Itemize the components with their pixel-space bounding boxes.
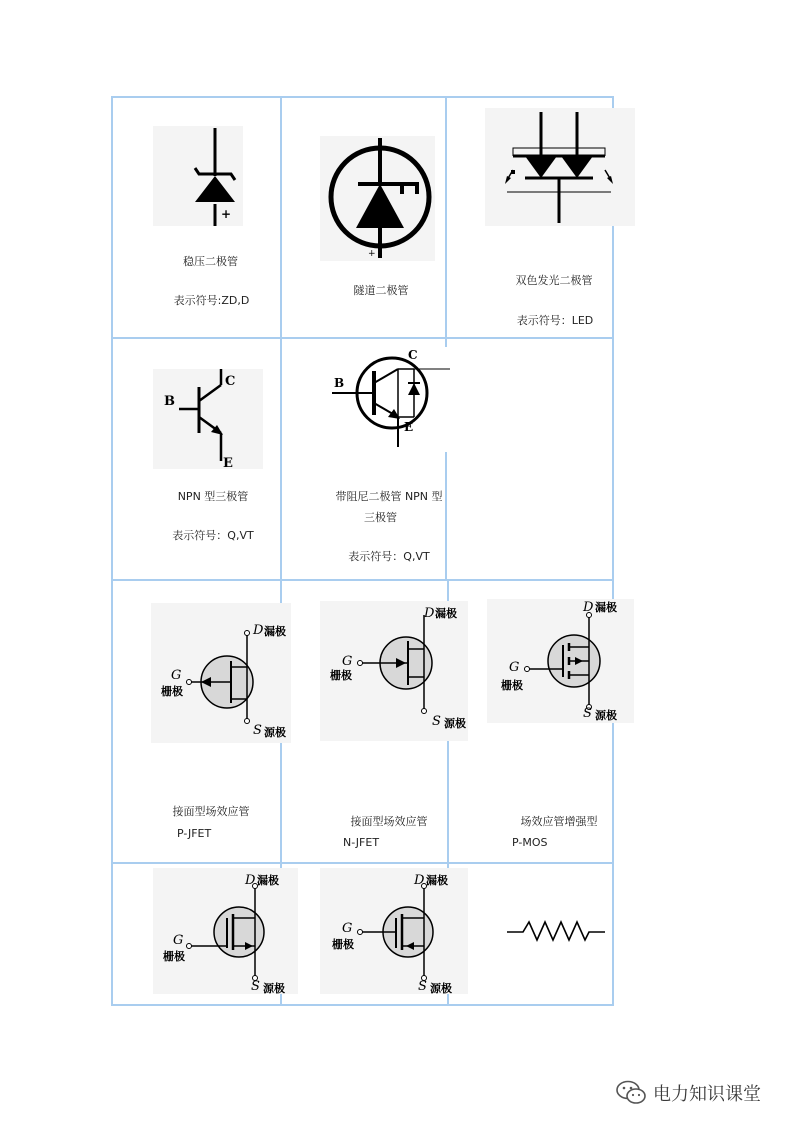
cell-resistor <box>449 864 612 1004</box>
damper-npn-name-line1: 带阻尼二极管 NPN 型 <box>335 490 443 503</box>
damper-npn-code: 表示符号：Q,VT <box>348 550 430 563</box>
watermark-text: 电力知识课堂 <box>653 1084 761 1105</box>
zener-diode-symbol <box>153 126 243 226</box>
mosfet-1-source-label: 源极 <box>263 982 285 994</box>
zener-diode-name: 稳压二极管 <box>183 255 238 268</box>
mosfet-1-s-label: S <box>251 979 260 994</box>
damper-npn-pin-e: E <box>404 420 414 434</box>
p-jfet-gate-label: 栅极 <box>161 685 183 698</box>
p-mos-name-line1: 场效应管增强型 <box>520 815 598 828</box>
zener-diode-code: 表示符号:ZD,D <box>173 294 250 307</box>
damper-npn-name-line2: 三极管 <box>364 511 397 524</box>
damper-npn-symbol <box>328 347 456 452</box>
p-jfet-g-label: G <box>171 668 182 683</box>
n-jfet-source-label: 源极 <box>444 717 466 730</box>
cell-npn-transistor <box>113 339 280 579</box>
n-jfet-g-label: G <box>342 654 353 669</box>
dual-led-symbol <box>485 108 635 226</box>
p-jfet-symbol <box>151 603 291 743</box>
p-jfet-source-label: 源极 <box>264 726 286 739</box>
cell-zener-diode <box>113 98 280 337</box>
p-mos-d-label: D <box>583 600 594 615</box>
cell-empty <box>447 339 612 579</box>
mosfet-2-source-label: 源极 <box>430 982 452 994</box>
mosfet-1-gate-label: 栅极 <box>163 950 185 963</box>
p-mos-gate-label: 栅极 <box>501 679 523 692</box>
mosfet-2-g-label: G <box>342 921 353 936</box>
p-mos-name-line2: P-MOS <box>512 836 548 849</box>
damper-npn-pin-b: B <box>334 376 345 390</box>
resistor-symbol <box>507 920 605 942</box>
npn-pin-e: E <box>223 456 233 469</box>
cell-p-mos <box>449 581 617 862</box>
p-jfet-name-line1: 接面型场效应管 <box>172 805 250 818</box>
npn-transistor-code: 表示符号：Q,VT <box>172 529 254 542</box>
mosfet-1-g-label: G <box>173 933 184 948</box>
n-jfet-gate-label: 栅极 <box>330 669 352 682</box>
p-mos-s-label: S <box>583 706 592 721</box>
p-mos-drain-label: 漏极 <box>595 601 617 614</box>
n-jfet-d-label: D <box>424 606 435 621</box>
p-jfet-drain-label: 漏极 <box>264 625 286 638</box>
n-jfet-symbol <box>320 601 468 741</box>
npn-pin-b: B <box>164 394 175 409</box>
mosfet-1-symbol <box>153 868 298 994</box>
p-mos-g-label: G <box>509 660 520 675</box>
dual-led-code: 表示符号：LED <box>516 314 594 327</box>
table-border-right <box>612 96 614 1006</box>
cell-n-jfet <box>282 581 466 862</box>
p-jfet-d-label: D <box>253 623 264 638</box>
p-mos-source-label: 源极 <box>595 709 617 722</box>
p-jfet-s-label: S <box>253 723 262 738</box>
mosfet-1-drain-label: 漏极 <box>257 874 279 887</box>
svg-text:+: + <box>221 207 232 221</box>
cell-mosfet-1 <box>113 864 285 1004</box>
mosfet-2-gate-label: 栅极 <box>332 938 354 951</box>
cell-mosfet-2 <box>282 864 452 1004</box>
mosfet-1-d-label: D <box>245 873 256 888</box>
component-symbol-table <box>111 96 617 1006</box>
n-jfet-s-label: S <box>432 714 441 729</box>
npn-pin-c: C <box>225 374 236 389</box>
damper-npn-pin-c: C <box>408 348 418 362</box>
cell-dual-led <box>447 98 612 337</box>
mosfet-2-symbol <box>320 868 468 994</box>
mosfet-2-s-label: S <box>418 979 427 994</box>
n-jfet-drain-label: 漏极 <box>435 607 457 620</box>
n-jfet-name-line1: 接面型场效应管 <box>350 815 428 828</box>
p-mos-symbol <box>487 599 634 723</box>
cell-damper-npn <box>282 339 445 579</box>
wechat-icon <box>616 1080 648 1106</box>
cell-p-jfet <box>113 581 286 862</box>
p-jfet-name-line2: P-JFET <box>177 827 212 840</box>
table-border-bottom <box>111 1004 614 1006</box>
mosfet-2-drain-label: 漏极 <box>426 874 448 887</box>
mosfet-2-d-label: D <box>414 873 425 888</box>
cell-tunnel-diode <box>282 98 445 337</box>
n-jfet-name-line2: N-JFET <box>343 836 380 849</box>
dual-led-name: 双色发光二极管 <box>515 274 593 287</box>
svg-text:+: + <box>368 249 376 259</box>
tunnel-diode-symbol <box>320 136 435 261</box>
tunnel-diode-name: 隧道二极管 <box>353 284 409 297</box>
npn-transistor-name: NPN 型三极管 <box>177 490 249 503</box>
npn-transistor-symbol <box>153 369 263 469</box>
watermark <box>612 1075 782 1107</box>
